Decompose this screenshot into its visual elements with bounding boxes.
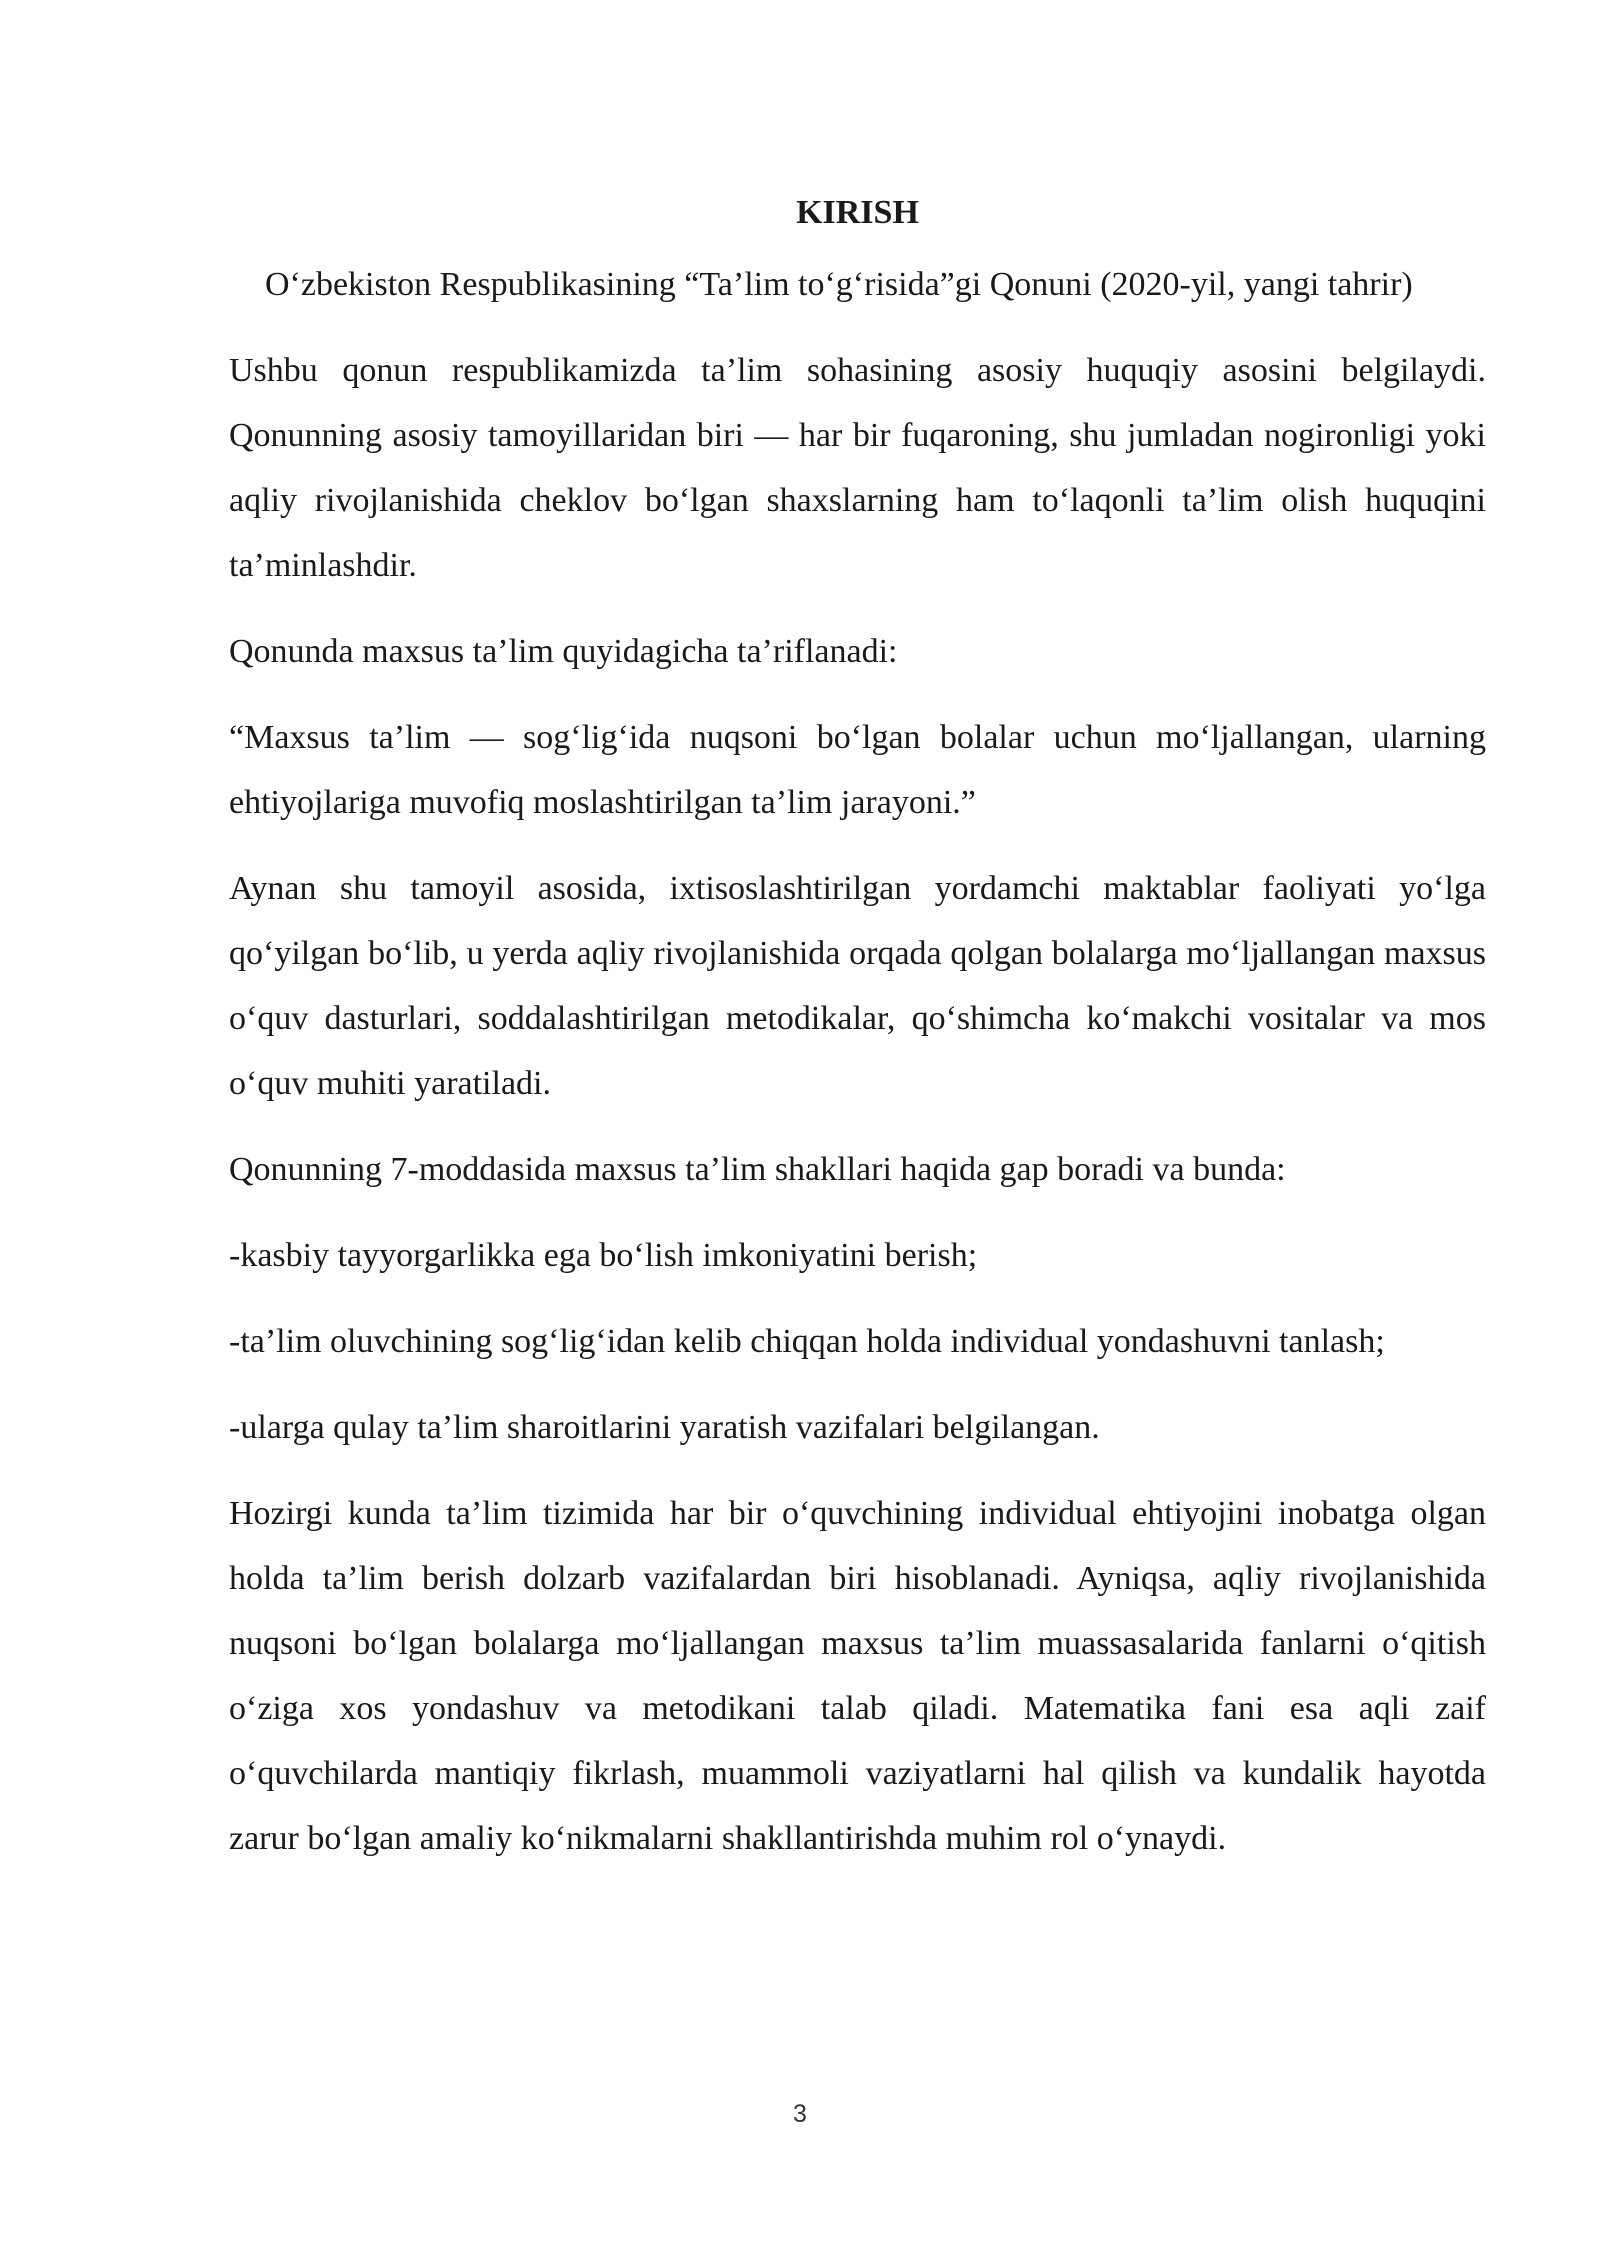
page-number: 3	[793, 2100, 807, 2128]
body-paragraph: Qonunda maxsus ta’lim quyidagicha ta’riflanadi:	[229, 633, 898, 670]
quote-paragraph: “Maxsus ta’lim — sog‘lig‘ida nuqsoni bo‘lgan bolalar uchun mo‘ljallangan, ularning ehtiyojlariga muvofiq moslashtirilgan ta’lim jarayoni.”	[229, 719, 1486, 821]
law-title-paragraph: O‘zbekiston Respublikasining “Ta’lim to‘g‘risida”gi Qonuni (2020-yil, yangi tahrir)	[265, 266, 1413, 303]
list-item: -ularga qulay ta’lim sharoitlarini yaratish vazifalari belgilangan.	[229, 1409, 1100, 1446]
section-title: KIRISH	[796, 194, 919, 231]
body-paragraph: Aynan shu tamoyil asosida, ixtisoslashtirilgan yordamchi maktablar faoliyati yo‘lga qo‘yilgan bo‘lib, u yerda aqliy rivojlanishida orqada qolgan bolalarga mo‘ljallangan maxsus o‘quv dasturlari, soddalashtirilgan metodikalar, qo‘shimcha ko‘makchi vositalar va mos o‘quv muhiti yaratiladi.	[229, 870, 1486, 1102]
body-paragraph: Hozirgi kunda ta’lim tizimida har bir o‘quvchining individual ehtiyojini inobatga olgan holda ta’lim berish dolzarb vazifalardan biri hisoblanadi. Ayniqsa, aqliy rivojlanishida nuqsoni bo‘lgan bolalarga mo‘ljallangan maxsus ta’lim muassasalarida fanlarni o‘qitish o‘ziga xos yondashuv va metodikani talab qiladi. Matematika fani esa aqli zaif o‘quvchilarda mantiqiy fikrlash, muammoli vaziyatlarni hal qilish va kundalik hayotda zarur bo‘lgan amaliy ko‘nikmalarni shakllantirishda muhim rol o‘ynaydi.	[229, 1495, 1486, 1857]
page-content	[229, 186, 1486, 1892]
list-item: -ta’lim oluvchining sog‘lig‘idan kelib chiqqan holda individual yondashuvni tanlash;	[229, 1323, 1385, 1360]
list-item: -kasbiy tayyorgarlikka ega bo‘lish imkoniyatini berish;	[229, 1237, 978, 1274]
body-paragraph: Ushbu qonun respublikamizda ta’lim sohasining asosiy huquqiy asosini belgilaydi. Qonunning asosiy tamoyillaridan biri — har bir fuqaroning, shu jumladan nogironligi yoki aqliy rivojlanishida cheklov bo‘lgan shaxslarning ham to‘laqonli ta’lim olish huquqini ta’minlashdir.	[229, 352, 1486, 584]
body-paragraph: Qonunning 7-moddasida maxsus ta’lim shakllari haqida gap boradi va bunda:	[229, 1151, 1286, 1188]
